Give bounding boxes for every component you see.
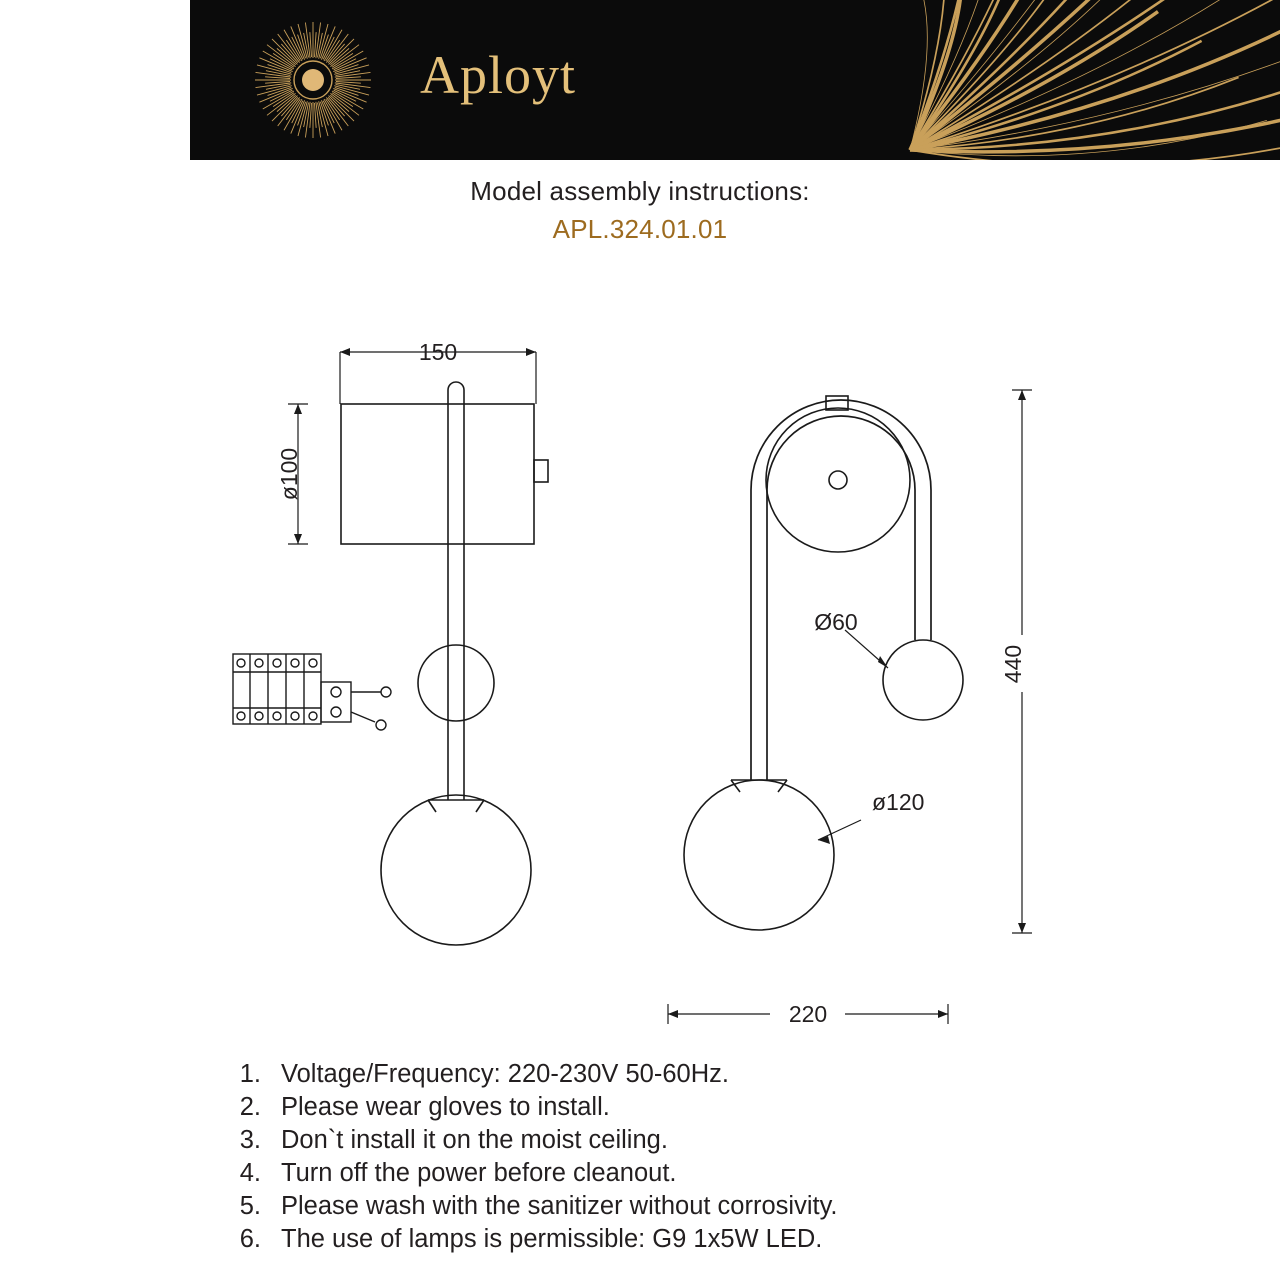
note-number: 3.	[239, 1126, 261, 1154]
front-main-sphere	[381, 795, 531, 945]
brand-name: Aployt	[420, 45, 577, 105]
list-item	[215, 1091, 1215, 1124]
main-sphere-label: ø120	[872, 789, 925, 815]
page-title-block	[0, 176, 1280, 245]
list-item	[215, 1124, 1215, 1157]
side-main-sphere	[684, 780, 834, 930]
note-number: 6.	[239, 1225, 261, 1253]
note-number: 5.	[239, 1192, 261, 1220]
note-number: 2.	[239, 1093, 261, 1121]
front-shade-nub	[534, 460, 548, 482]
instruction-notes-list	[215, 1058, 1215, 1256]
note-number: 4.	[239, 1159, 261, 1187]
note-text: Please wear gloves to install.	[281, 1093, 610, 1121]
front-mid-sphere	[418, 645, 494, 721]
list-item	[215, 1190, 1215, 1223]
note-text: Please wash with the sanitizer without corrosivity.	[281, 1192, 838, 1220]
note-text: Don`t install it on the moist ceiling.	[281, 1126, 668, 1154]
page-title: Model assembly instructions:	[470, 176, 810, 206]
height-label: 440	[1000, 644, 1026, 684]
terminal-block-icon	[233, 654, 391, 730]
side-arm-inner	[767, 416, 915, 780]
side-shade-center	[829, 471, 847, 489]
depth-label: 220	[788, 1001, 828, 1027]
model-code: APL.324.01.01	[552, 214, 728, 244]
side-small-sphere	[883, 640, 963, 720]
list-item	[215, 1157, 1215, 1190]
side-arm-outer	[751, 400, 931, 780]
shade-diameter-label: ø100	[276, 447, 302, 501]
note-text: Turn off the power before cleanout.	[281, 1159, 677, 1187]
note-number: 1.	[239, 1060, 261, 1088]
list-item	[215, 1058, 1215, 1091]
front-shade	[341, 404, 534, 544]
brand-banner	[190, 0, 1280, 160]
fan-rays-icon	[880, 0, 1280, 160]
note-text: The use of lamps is permissible: G9 1x5W LED.	[281, 1225, 823, 1253]
side-shade-circle	[766, 408, 910, 552]
main-sphere-dimension	[818, 820, 861, 844]
small-sphere-dimension	[845, 630, 888, 668]
note-text: Voltage/Frequency: 220-230V 50-60Hz.	[281, 1060, 729, 1088]
list-item	[215, 1223, 1215, 1256]
front-width-label: 150	[418, 339, 458, 365]
front-rod-cap	[448, 382, 464, 390]
sunburst-logo-icon	[228, 18, 398, 143]
technical-drawing	[0, 300, 1280, 1060]
small-sphere-label: Ø60	[814, 609, 858, 635]
